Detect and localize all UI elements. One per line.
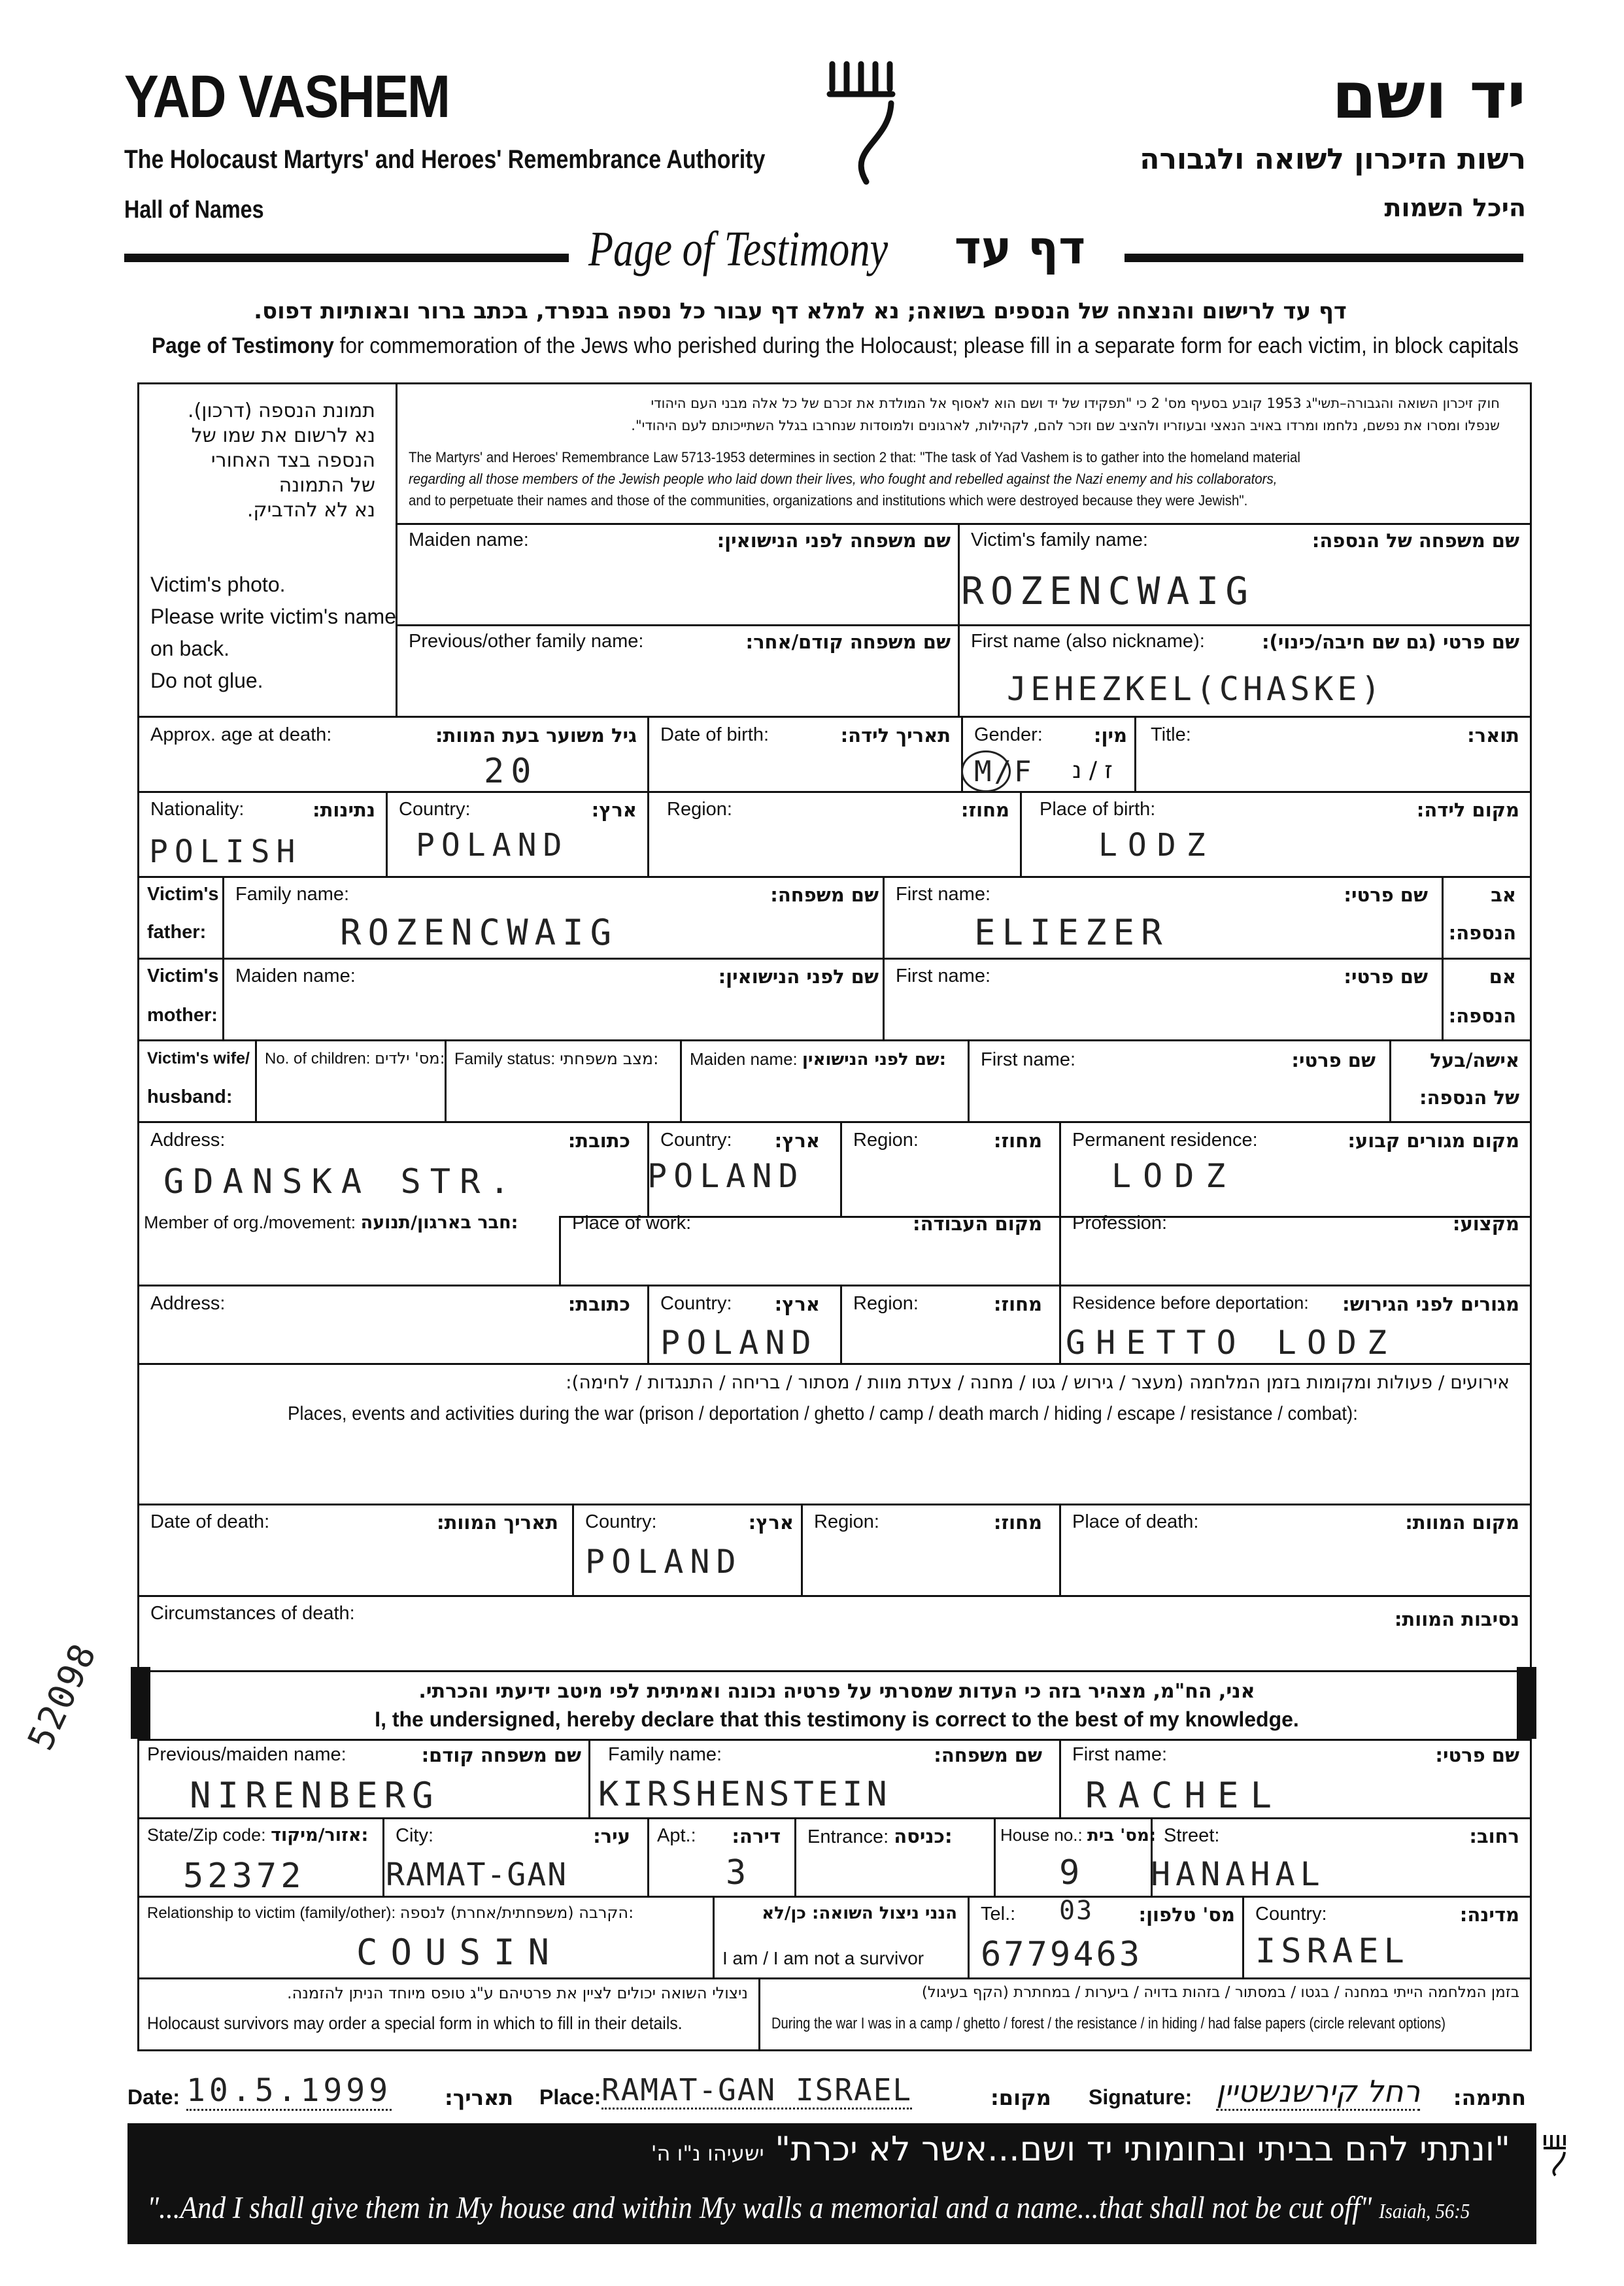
small-logo-icon <box>1540 2132 1572 2178</box>
address-country-label: Country: <box>660 1130 732 1151</box>
street-label: Street: <box>1164 1825 1220 1846</box>
age-label: Approx. age at death: <box>150 724 332 745</box>
previous-name-label: Previous/other family name: <box>409 631 644 652</box>
footer-band <box>127 2123 1536 2244</box>
date-field[interactable]: 10.5.1999 <box>186 2072 392 2111</box>
address-region-label-he: מחוז: <box>993 1130 1042 1152</box>
declaration-en: I, the undersigned, hereby declare that this testimony is correct to the best of my knowledge. <box>375 1707 1299 1731</box>
title-label-he: תואר: <box>1467 724 1519 747</box>
death-region-label: Region: <box>814 1511 879 1532</box>
first-name-label-he: שם פרטי (גם שם חיבה/כינוי): <box>1261 631 1519 653</box>
war-status-en: During the war I was in a camp / ghetto / forest / the resistance / in hiding / had false papers (circle relevant options) <box>771 2015 1446 2032</box>
mother-label-2: mother: <box>147 1005 218 1026</box>
city-label: City: <box>396 1825 433 1846</box>
spouse-label-he-1: אישה/בעל <box>1430 1049 1519 1071</box>
family-name-label: Victim's family name: <box>971 529 1148 550</box>
nationality-label-he: נתינות: <box>313 799 375 821</box>
place-of-death-label-he: מקום המוות: <box>1405 1511 1519 1534</box>
authority-en: The Holocaust Martyrs' and Heroes' Remembrance Authority <box>124 145 766 174</box>
country-label-he: ארץ: <box>591 799 637 821</box>
spouse-label-1: Victim's wife/ <box>147 1049 250 1067</box>
date-label-he: תאריך: <box>445 2085 514 2110</box>
mother-first-label-he: שם פרטי: <box>1344 966 1428 988</box>
submitter-country-field[interactable]: ISRAEL <box>1255 1932 1410 1971</box>
address-field[interactable]: GDANSKA STR. <box>163 1162 519 1202</box>
father-family-label: Family name: <box>235 884 350 905</box>
father-family-name-field[interactable]: ROZENCWAIG <box>340 912 618 953</box>
spouse-first-label: First name: <box>981 1049 1076 1070</box>
street-field[interactable]: HANAHAL <box>1151 1855 1325 1893</box>
zip-field[interactable]: 52372 <box>183 1857 305 1896</box>
address-region-label: Region: <box>853 1130 919 1151</box>
submitter-family-name-field[interactable]: KIRSHENSTEIN <box>598 1775 891 1814</box>
address2-country-label: Country: <box>660 1293 732 1314</box>
address2-label-he: כתובת: <box>567 1293 630 1315</box>
page-title-en: Page of Testimony <box>588 222 888 277</box>
dob-label-he: תאריך לידה: <box>840 724 951 747</box>
margin-number: 52098 <box>20 1636 105 1757</box>
pob-label: Place of birth: <box>1040 799 1156 820</box>
title-rule-left <box>124 254 569 262</box>
gender-options-he: ז / נ <box>1072 757 1113 784</box>
tel-prefix-field[interactable]: 03 <box>1059 1896 1094 1926</box>
relationship-field[interactable]: COUSIN <box>356 1932 563 1973</box>
address-label: Address: <box>150 1130 226 1151</box>
events-label-en: Places, events and activities during the war (prison / deportation / ghetto / camp / death march / hiding / escape / resistance / combat): <box>288 1403 1358 1424</box>
death-region-label-he: מחוז: <box>993 1511 1042 1534</box>
tel-field[interactable]: 6779463 <box>981 1935 1143 1974</box>
place-label: Place: <box>539 2085 601 2109</box>
hall-he: היכל השמות <box>1384 193 1526 222</box>
apt-label-he: דירה: <box>732 1825 781 1847</box>
dob-label: Date of birth: <box>660 724 770 745</box>
pob-label-he: מקום לידה: <box>1416 799 1519 821</box>
permanent-residence-field[interactable]: LODZ <box>1111 1157 1238 1195</box>
place-field[interactable]: RAMAT-GAN ISRAEL <box>601 2072 912 2110</box>
house-no-field[interactable]: 9 <box>1059 1853 1087 1892</box>
zip-label: State/Zip code: אזור/מיקוד: <box>147 1825 369 1845</box>
place-of-work-label: Place of work: <box>572 1213 692 1234</box>
entrance-label: Entrance: כניסה: <box>807 1825 953 1847</box>
first-name-label: First name (also nickname): <box>971 631 1205 652</box>
intro-he: דף עד לרישום והנצחה של הנספים בשואה; נא למלא דף עבור כל נספה בנפרד, בכתב ברור ובאותיות דפוס. <box>254 298 1347 324</box>
declaration-he: אני, הח"מ, מצהיר בזה כי העדות שמסרתי על פרטיה נכונה ואמיתית לפי מיטב ידיעתי והכרתי. <box>418 1680 1255 1703</box>
survivor-form-note-en: Holocaust survivors may order a special form in which to fill in their details. <box>147 2013 683 2033</box>
address-label-he: כתובת: <box>567 1130 630 1152</box>
address2-region-label: Region: <box>853 1293 919 1314</box>
nationality-label: Nationality: <box>150 799 245 820</box>
law-text-he: חוק זיכרון השואה והגבורה–תשי"ג 1953 קובע בסעיף מס' 2 כי "תפקידו של יד ושם הוא לאסוף אל המולדת את זכרם של כל אלה מבני העם היהודי שנפלו ומסרו את נפשם, נלחמו ומרדו באויב הנאצי ובעוזריו ולהציב שם וזכר להם, לקהילות, לארגונים ולמוסדות שנחרבו בגלל השתייכותם לעם היהודי". <box>631 395 1500 433</box>
footer-quote-en: "...And I shall give them in My house and within My walls a memorial and a name...that shall not be cut off" Isaiah, 56:5 <box>147 2191 1470 2225</box>
photo-instructions-he: תמונת הנספה (דרכון). נא לרשום את שמו של הנספה בצד האחורי של התמונה נא לא להדביק. <box>188 399 375 522</box>
previous-name-label-he: שם משפחה קודם/אחר: <box>745 631 951 653</box>
residence-before-deportation-field[interactable]: GHETTO LODZ <box>1066 1324 1398 1362</box>
submitter-first-label-he: שם פרטי: <box>1435 1744 1519 1766</box>
father-label-he-2: הנספה: <box>1448 922 1516 944</box>
gender-field[interactable]: M/F <box>974 755 1034 788</box>
law-text-en: The Martyrs' and Heroes' Remembrance Law 5713-1953 determines in section 2 that: "The task of Yad Vashem is to gather into the homeland material regarding all those members of the Jewish people who laid down their lives, who fought and rebelled against the Nazi enemy and his collaborators, and to perpetuate their names and those of the communities, organizations and institutions which were destroyed because they were Jewish". <box>409 449 1300 509</box>
footer-quote-he: "ונתתי להם בביתי ובחומותי יד ושם...אשר לא יכרת" ישעיהו נ"ו ה' <box>651 2130 1510 2169</box>
place-of-work-label-he: מקום העבודה: <box>912 1213 1042 1235</box>
region-label-he: מחוז: <box>960 799 1009 821</box>
menorah-logo <box>820 58 912 188</box>
death-country-label: Country: <box>585 1511 657 1532</box>
gender-circle <box>961 750 1011 792</box>
spouse-maiden-label: Maiden name: שם לפני הנישואין: <box>690 1049 947 1069</box>
victim-first-name-field[interactable]: JEHEZKEL(CHASKE) <box>1007 670 1385 708</box>
father-label-he-1: אב <box>1491 884 1516 906</box>
org-name-he: יד ושם <box>1332 59 1526 133</box>
relationship-label: Relationship to victim (family/other): הקרבה (משפחתית/אחרת) לנספה: <box>147 1904 634 1922</box>
submitter-first-name-field[interactable]: RACHEL <box>1085 1775 1284 1816</box>
age-field[interactable]: 20 <box>484 752 538 791</box>
mother-label-he-2: הנספה: <box>1448 1005 1516 1027</box>
survivor-label-en[interactable]: I am / I am not a survivor <box>722 1948 924 1968</box>
city-label-he: עיר: <box>593 1825 630 1847</box>
tel-label-he: מס' טלפון: <box>1138 1904 1235 1926</box>
org-name-en: YAD VASHEM <box>124 63 450 130</box>
place-of-death-label: Place of death: <box>1072 1511 1199 1532</box>
age-label-he: גיל משוער בעת המוות: <box>435 724 637 747</box>
spouse-first-label-he: שם פרטי: <box>1291 1049 1376 1071</box>
family-name-label-he: שם משפחה של הנספה: <box>1311 529 1519 552</box>
father-family-label-he: שם משפחה: <box>770 884 879 906</box>
street-label-he: רחוב: <box>1469 1825 1519 1847</box>
tel-label: Tel.: <box>981 1904 1016 1925</box>
events-label-he: אירועים / פעולות ומקומות בזמן המלחמה (מעצר / גירוש / גטו / מחנה / צעדת מוות / מסתור / בריחה / התנגדות / לחימה): <box>566 1371 1510 1393</box>
death-country-label-he: ארץ: <box>748 1511 794 1534</box>
father-first-label-he: שם פרטי: <box>1344 884 1428 906</box>
mother-label-1: Victim's <box>147 966 219 986</box>
intro-en: Page of Testimony for commemoration of the Jews who perished during the Holocaust; please fill in a separate form for each victim, in block capitals <box>152 333 1519 358</box>
victim-family-name-field[interactable]: ROZENCWAIG <box>961 569 1255 613</box>
nationality-field[interactable]: POLISH <box>149 833 302 870</box>
address2-label: Address: <box>150 1293 226 1314</box>
mother-maiden-label: Maiden name: <box>235 966 356 986</box>
circumstances-label-he: נסיבות המוות: <box>1394 1608 1519 1630</box>
apt-field[interactable]: 3 <box>726 1853 753 1892</box>
address2-region-label-he: מחוז: <box>993 1293 1042 1315</box>
address-country-field[interactable]: POLAND <box>647 1157 805 1195</box>
profession-label: Profession: <box>1072 1213 1168 1234</box>
father-first-label: First name: <box>896 884 991 905</box>
father-label-2: father: <box>147 922 207 943</box>
page-title-he: דף עד <box>954 221 1086 275</box>
profession-label-he: מקצוע: <box>1452 1213 1519 1235</box>
maiden-name-label-he: שם משפחה לפני הנישואין: <box>717 529 951 552</box>
permanent-residence-label-he: מקום מגורים קבוע: <box>1347 1130 1519 1152</box>
residence-before-deportation-label: Residence before deportation: <box>1072 1293 1309 1313</box>
mother-label-he-1: אם <box>1489 966 1516 988</box>
hall-en: Hall of Names <box>124 196 264 224</box>
signature-label-he: חתימה: <box>1453 2085 1526 2110</box>
submitter-first-label: First name: <box>1072 1744 1168 1765</box>
address2-country-field[interactable]: POLAND <box>660 1324 818 1362</box>
permanent-residence-label: Permanent residence: <box>1072 1130 1258 1151</box>
residence-before-deportation-label-he: מגורים לפני הגירוש: <box>1342 1293 1519 1315</box>
submitter-prev-name-field[interactable]: NIRENBERG <box>190 1775 440 1816</box>
signature-field[interactable]: רחל קירשנשטיין <box>1216 2074 1420 2111</box>
spouse-label-he-2: של הנספה: <box>1419 1086 1519 1109</box>
apt-label: Apt.: <box>657 1825 696 1846</box>
title-rule-right <box>1125 254 1523 262</box>
maiden-name-label: Maiden name: <box>409 529 529 550</box>
authority-he: רשות הזיכרון לשואה ולגבורה <box>1140 143 1526 176</box>
mother-maiden-label-he: שם לפני הנישואין: <box>718 966 879 988</box>
submitter-prev-label: Previous/maiden name: <box>147 1744 347 1765</box>
region-label: Region: <box>667 799 732 820</box>
submitter-country-label: Country: <box>1255 1904 1327 1925</box>
children-label: No. of children: מס' ילדים: <box>265 1049 445 1067</box>
submitter-family-label: Family name: <box>608 1744 722 1765</box>
submitter-family-label-he: שם משפחה: <box>934 1744 1042 1766</box>
city-field[interactable]: RAMAT-GAN <box>386 1857 568 1893</box>
date-of-death-label-he: תאריך המוות: <box>437 1511 558 1534</box>
family-status-label: Family status: מצב משפחתי: <box>454 1049 659 1068</box>
photo-instructions-en: Victim's photo. Please write victim's name on back. Do not glue. <box>150 573 396 692</box>
war-status-he: בזמן המלחמה הייתי במחנה / בגטו / במסתור / בזהות בדויה / ביערות / במחתרת (הקף בעיגול) <box>921 1984 1519 2001</box>
house-no-label: House no.: מס' בית: <box>1000 1825 1157 1845</box>
gender-label: Gender: <box>974 724 1043 745</box>
submitter-country-label-he: מדינה: <box>1459 1904 1519 1926</box>
member-label: Member of org./movement: חבר בארגון/תנועה: <box>144 1213 518 1233</box>
date-of-death-label: Date of death: <box>150 1511 270 1532</box>
address-country-label-he: ארץ: <box>774 1130 820 1152</box>
signature-label: Signature: <box>1089 2085 1193 2109</box>
survivor-label-he: הנני ניצול השואה: כן/לא <box>762 1904 957 1923</box>
date-label: Date: <box>127 2085 180 2109</box>
address2-country-label-he: ארץ: <box>774 1293 820 1315</box>
mother-first-label: First name: <box>896 966 991 986</box>
death-country-field[interactable]: POLAND <box>585 1543 743 1581</box>
title-label: Title: <box>1151 724 1191 745</box>
circumstances-label: Circumstances of death: <box>150 1603 355 1624</box>
country-label: Country: <box>399 799 471 820</box>
father-label-1: Victim's <box>147 884 219 905</box>
place-of-birth-field[interactable]: LODZ <box>1098 827 1216 864</box>
submitter-prev-label-he: שם משפחה קודם: <box>421 1744 581 1766</box>
survivor-form-note-he: ניצולי השואה יכולים לציין את פרטיהם ע"ג טופס מיוחד הניתן להזמנה. <box>287 1984 748 2002</box>
country-field[interactable]: POLAND <box>416 827 569 864</box>
father-first-name-field[interactable]: ELIEZER <box>974 912 1169 953</box>
gender-label-he: מין: <box>1093 724 1127 747</box>
place-label-he: מקום: <box>990 2085 1051 2110</box>
spouse-label-2: husband: <box>147 1086 233 1107</box>
